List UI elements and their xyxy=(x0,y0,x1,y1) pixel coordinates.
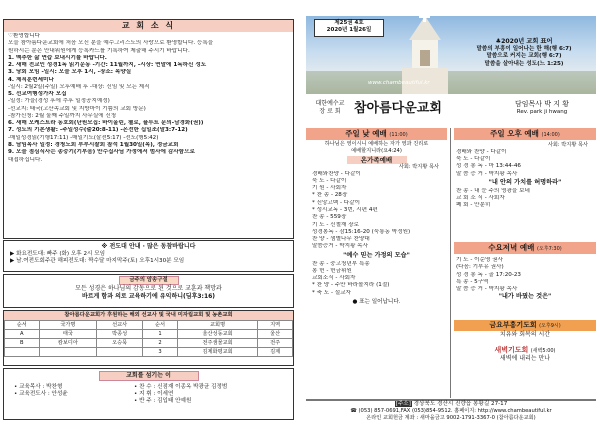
servers-title: 교회를 섬기는 이 xyxy=(99,371,199,381)
news-item: 2. 새해 전교인 성경1독 읽기운동 -기간: 11월까지, -시상: 연말에 1독하신 성도 xyxy=(8,62,207,69)
news-item: 7. 성도의 기본생활: -주일성수(출20:8-11) -온전한 십일조(말3:7-12) xyxy=(8,127,188,134)
sunday-morning-intro-1: 하나님은 영이시니 예배하는 자가 영과 진리로 xyxy=(324,141,429,147)
website-watermark: www.chambeautiful.kr xyxy=(368,80,430,86)
friday-title: 금요부흥기도회 xyxy=(489,321,537,329)
column-divider xyxy=(450,128,451,398)
worship-order-item: 묵 도 - 다같이 xyxy=(456,156,491,163)
news-item: 3. 당회 모임 -일시: 오늘 오후 1시, -장소: 목양실 xyxy=(8,69,132,76)
news-item: -매일성경읽(기행17:11) -매일기도(살전5:17) -전도(행5:42) xyxy=(8,134,159,141)
servers-panel xyxy=(3,368,294,420)
motto-title: ♣2020년 교회 표어 xyxy=(495,38,553,45)
missions-table xyxy=(4,320,293,357)
table-cell: 김제 xyxy=(258,348,293,357)
table-header-cell: 선교사 xyxy=(97,321,143,330)
worship-order-item: 말 씀 증 거 - 박지황 목사 xyxy=(456,286,518,293)
worship-order-item: 기 원 - 사회자 xyxy=(312,185,347,192)
missions-panel xyxy=(3,310,294,366)
pastor-name: 담임목사 박 지 황 xyxy=(514,100,569,108)
verse-line-1: 모든 성경은 하나님의 감동으로 된 것으로 교훈과 책망과 xyxy=(75,285,222,293)
news-title: 교 회 소 식 xyxy=(4,20,293,32)
sunday-morning-footer: ● 표는 일어납니다. xyxy=(352,299,401,305)
worship-order-item: 성 경 봉 독 - 골 17:20-23 xyxy=(456,271,521,278)
dawn-panel xyxy=(454,346,596,370)
wednesday-time: (오후7:30) xyxy=(536,246,562,252)
worship-order-item: (다음: 기부유 권사) xyxy=(456,264,504,271)
sunday-morning-intro-2: 예배할지니라(요4:24) xyxy=(351,147,402,154)
outreach-panel xyxy=(3,240,294,272)
sunday-morning-time: (11:00) xyxy=(389,132,408,138)
news-item: -참가신청: 2월 둘째 주일까지 사무실에 신청 xyxy=(8,112,117,119)
church-header xyxy=(306,96,596,126)
news-item: 원하시는 분은 안내위원에게 등록카드를 기록하여 제출해 주시기 바랍니다. xyxy=(8,47,190,54)
dawn-title: 새벽기도회 xyxy=(494,346,529,354)
footer-address-label: [주소] xyxy=(395,401,411,407)
dawn-text: 새벽에 내리는 만나 xyxy=(499,355,551,363)
worship-order-item: * 찬 송 - 28장 xyxy=(312,192,348,199)
table-cell: 태국 xyxy=(39,330,97,339)
verse-title: 금주의 암송구절 xyxy=(119,276,179,285)
sunday-evening-title: 주일 오후 예배 xyxy=(490,129,539,138)
denomination-2: 장 로 회 xyxy=(319,107,341,115)
table-cell: 울산 xyxy=(258,330,293,339)
issue-number: 제25권 4호 xyxy=(334,20,364,26)
news-item: -일정: 가을(경성 후에 추후 일정공지예정) xyxy=(8,98,110,105)
missions-title: 참아름다운교회가 후원하는 해외 선교사 및 국내 미자립교회 및 농촌교회 xyxy=(4,311,293,320)
footer-phone: ☎ (053) 857-0691,FAX (053)854-9512. 홈페이지: http://www.chambeautiful.kr xyxy=(350,408,552,415)
worship-order-item: * 신앙고백 - 다같이 xyxy=(312,199,360,206)
worship-order-item: 찬 양 - 샘별나무 찬양대 xyxy=(312,236,370,243)
worship-order-item: * 성시교독 - 3번, 시편 4편 xyxy=(312,207,378,214)
verse-line-2: 바르게 함과 의로 교육하기에 유익하니(딤후3:16) xyxy=(81,292,216,300)
table-cell: 1 xyxy=(143,330,178,339)
sunday-morning-order xyxy=(306,171,447,251)
sunday-morning-sub: 온가족예배 xyxy=(347,156,407,164)
wednesday-sermon: "내가 바꿨는 것은" xyxy=(498,293,552,301)
sunday-evening-order xyxy=(454,149,596,178)
footer-account: 온라인 교회헌금 계좌 : 새마을금고 9002-1791-3367-0 (참아름다운교회) xyxy=(366,415,536,422)
sunday-evening-leader: 사회: 박지황 목사 xyxy=(547,142,588,148)
sunday-evening-order-2 xyxy=(454,188,596,210)
servers-right-2: • 지 휘 : 이세연 xyxy=(134,391,174,398)
worship-order-item: 경배와 찬양 - 다같이 xyxy=(456,148,507,155)
table-cell: 오승묵 xyxy=(97,339,143,348)
friday-time: (오후9시) xyxy=(539,323,561,329)
news-item: 4. 제직훈련세미나 xyxy=(8,76,54,83)
table-cell: 전주 xyxy=(258,339,293,348)
outreach-line-1: ▶ 화요전도대: 빠주 (화) 오후 2시 모임 xyxy=(10,250,106,257)
news-item: 1. 맥추한 삶 연습 보내시기를 바랍니다. xyxy=(8,54,107,61)
worship-order-item: 말 씀 증 거 - 박지황 목사 xyxy=(456,170,518,177)
table-cell xyxy=(97,348,143,357)
outreach-line-2: ▶ 남.여전도회주관 해피전도대: 짝수달 마지막주(토) 오후1시30분 모임 xyxy=(10,258,185,265)
news-item: -선교지: 태국(고산족교회 및 지방마이 기쁨의 교회 방문) xyxy=(8,105,146,112)
motto-line-2: 말씀으로 커지는 교회(행 6:7) xyxy=(486,53,562,60)
sunday-evening-panel xyxy=(454,128,596,240)
outreach-title: ※ 전도대 안내 · 많은 동참바랍니다 xyxy=(101,243,196,250)
worship-order-item: 찬 송 - 559장 xyxy=(312,214,347,221)
worship-order-item: 봉 헌 - 헌금위원 xyxy=(312,267,352,274)
table-cell xyxy=(5,348,40,357)
church-name: 참아름다운교회 xyxy=(354,101,442,116)
news-item: 5. 선교여행성가자 모집 xyxy=(8,91,67,98)
wednesday-panel xyxy=(454,242,596,318)
issue-badge xyxy=(314,19,384,37)
friday-panel xyxy=(454,320,596,344)
footer-address: 경상북도 경산시 진량읍 봉황길 27-17 xyxy=(413,401,508,407)
table-header-cell: 순서 xyxy=(5,321,40,330)
worship-order-item: 말씀증거 - 박지황 목사 xyxy=(312,243,368,250)
table-cell: B xyxy=(5,339,40,348)
table-cell: 울산성동교회 xyxy=(177,330,258,339)
table-header-cell: 국가명 xyxy=(39,321,97,330)
worship-order-item: 교회소식 - 사회자 xyxy=(312,275,356,282)
worship-order-item: 묵 도 - 다같이 xyxy=(312,177,347,184)
table-cell xyxy=(39,348,97,357)
sunday-morning-sermon: "예수 믿는 가정의 모습" xyxy=(343,251,410,259)
servers-left-2: • 교육전도사 : 안성윤 xyxy=(14,391,68,398)
worship-order-item: 성 경 봉 독 - 마 13:44-46 xyxy=(456,163,521,170)
sunday-evening-time: (14:00) xyxy=(541,132,560,138)
worship-order-item: 교 회 소 식 - 사회자 xyxy=(456,195,505,202)
pastor-name-en: Rev. park ji hwang xyxy=(516,109,568,116)
motto-line-3: 말씀을 살아내는 성도(느 1:25) xyxy=(484,60,564,67)
worship-order-item: 경배와찬양 - 다같이 xyxy=(312,170,361,177)
worship-order-item: 특 송 - 5구역 xyxy=(456,278,489,285)
news-item: -일시: 2월2일(주일) 오후예배 후 -대상: 신임 및 모든 제직 xyxy=(8,83,150,90)
sunday-evening-sermon: "내 안의 가치를 허명하라" xyxy=(488,178,562,186)
sunday-morning-panel xyxy=(306,128,447,398)
sunday-morning-leader: 사회: 박지황 목사 xyxy=(398,163,439,170)
sunday-morning-order-2 xyxy=(306,261,447,297)
table-row xyxy=(5,339,293,348)
news-item: 대접하십니다. xyxy=(8,156,43,163)
news-item: 9. 오늘 점심식사는 종중기(기부음) 안수집사님 가정에서 범사에 감사함으로 xyxy=(8,149,195,156)
worship-order-item: * 축 도 - 설교자 xyxy=(312,289,351,296)
worship-order-item: 성경봉독 - 잠15:16-20 (눅통동 박정원) xyxy=(312,228,411,235)
worship-order-item: * 찬 양 - 주만 바라볼지라 (1절) xyxy=(312,282,390,289)
worship-order-item: 찬 송 - 내 눈 주의 영광을 보네 xyxy=(456,187,530,194)
worship-order-item: 기 도 - 신철재 장로 xyxy=(312,221,359,228)
motto-line-1: 말씀의 부흥이 일어나는 한 해(행 6:7) xyxy=(476,46,572,53)
dawn-time: (새벽5:00) xyxy=(530,348,556,354)
table-cell: 박종성 xyxy=(97,330,143,339)
issue-date: 2020년 1월26일 xyxy=(326,27,372,34)
news-panel xyxy=(3,19,294,239)
news-item: 8. 담임목사 일정: 경청노회 부부시찰회 참석 1월30일(목), 정금교회 xyxy=(8,141,179,148)
worship-order-item: 기 도 - 이순영 권사 xyxy=(456,257,503,263)
table-cell: 3 xyxy=(143,348,178,357)
verse-panel xyxy=(3,274,294,308)
servers-left-1: • 교육목사 : 박찬형 xyxy=(14,383,63,390)
news-item: 오늘 참아름다운교회에 처음 오신 분을 예수그리스도의 사랑으로 환영합니다. 등록을 xyxy=(8,40,214,47)
footer xyxy=(306,399,596,423)
motto-block xyxy=(456,38,592,68)
denomination-1: 대한예수교 xyxy=(315,100,345,107)
table-cell: 김제화평교회 xyxy=(177,348,258,357)
table-cell: 캄보디아 xyxy=(39,339,97,348)
news-item: ♡환영합니다 xyxy=(8,33,41,39)
news-list xyxy=(4,32,293,165)
table-header-cell: 지역 xyxy=(258,321,293,330)
worship-order-item: 찬 송 - 중고청년부 특송 xyxy=(312,260,370,267)
worship-order-item: 폐 회 - 안분히 xyxy=(456,202,491,209)
news-item: 6. 새해 오케스트라 동호회(단원모집: 바이올린, 첼로, 플루트 문의-남경화(권)) xyxy=(8,120,204,127)
cover-image xyxy=(306,16,596,94)
table-row xyxy=(5,330,293,339)
servers-right-1: • 찬 수 : 신점재 이종옥 박광균 김정범 xyxy=(134,383,228,390)
table-row xyxy=(5,348,293,357)
wednesday-order xyxy=(454,257,596,293)
table-cell: A xyxy=(5,330,40,339)
wednesday-title: 수요저녁 예배 xyxy=(488,243,535,252)
friday-text: 치유와 회복의 시간 xyxy=(499,331,551,338)
table-header-cell: 순서 xyxy=(143,321,178,330)
table-cell: 2 xyxy=(143,339,178,348)
table-cell: 전주샘물교회 xyxy=(177,339,258,348)
servers-right-3: • 반 주 : 김입태 안예원 xyxy=(134,398,192,405)
table-header-cell: 교회명 xyxy=(177,321,258,330)
sunday-morning-title: 주일 낮 예배 xyxy=(345,129,387,138)
